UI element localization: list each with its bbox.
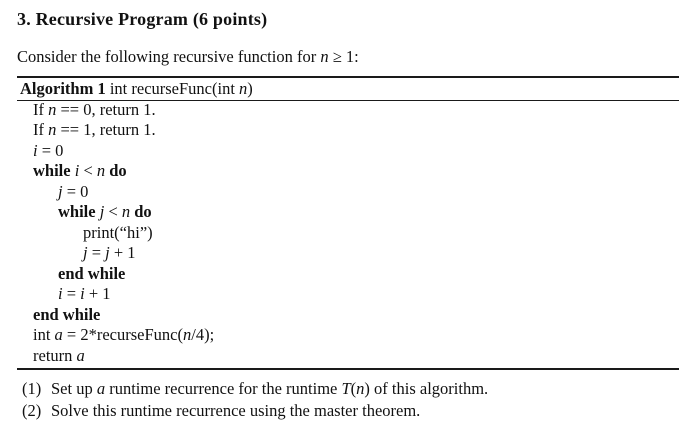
algorithm-line-13: return a [33,346,85,365]
algorithm-label: Algorithm 1 [20,79,106,98]
algorithm-line-6: while j < n do [58,202,152,221]
algorithm-caption [20,79,253,99]
question-2 [22,401,420,421]
question-2-text: Solve this runtime recurrence using the master theorem. [51,401,421,420]
algorithm-line-11: end while [33,305,101,324]
algorithm-line-12: int a = 2*recurseFunc(n/4); [33,325,215,344]
question-1-number: (1) [22,379,42,398]
algorithm-line-1: If n == 0, return 1. [33,100,156,119]
question-1 [22,379,488,399]
algorithm-line-7: print(“hi”) [83,223,153,242]
algorithm-line-9: end while [58,264,126,283]
section-heading: 3. Recursive Program (6 points) [17,9,268,29]
algorithm-line-10: i = i + 1 [58,284,111,303]
algorithm-line-5: j = 0 [58,182,89,201]
algorithm-line-2: If n == 1, return 1. [33,120,156,139]
intro-text: Consider the following recursive function for n ≥ 1: [17,47,359,66]
algorithm-top-rule [17,76,679,78]
algorithm-line-3: i = 0 [33,141,64,160]
question-2-number: (2) [22,401,42,420]
algorithm-bottom-rule [17,368,679,370]
algorithm-line-8: j = j + 1 [83,243,136,262]
algorithm-signature: int recurseFunc(int n) [109,79,253,98]
algorithm-line-4: while i < n do [33,161,127,180]
question-1-text: Set up a runtime recurrence for the runtime T(n) of this algorithm. [51,379,489,398]
